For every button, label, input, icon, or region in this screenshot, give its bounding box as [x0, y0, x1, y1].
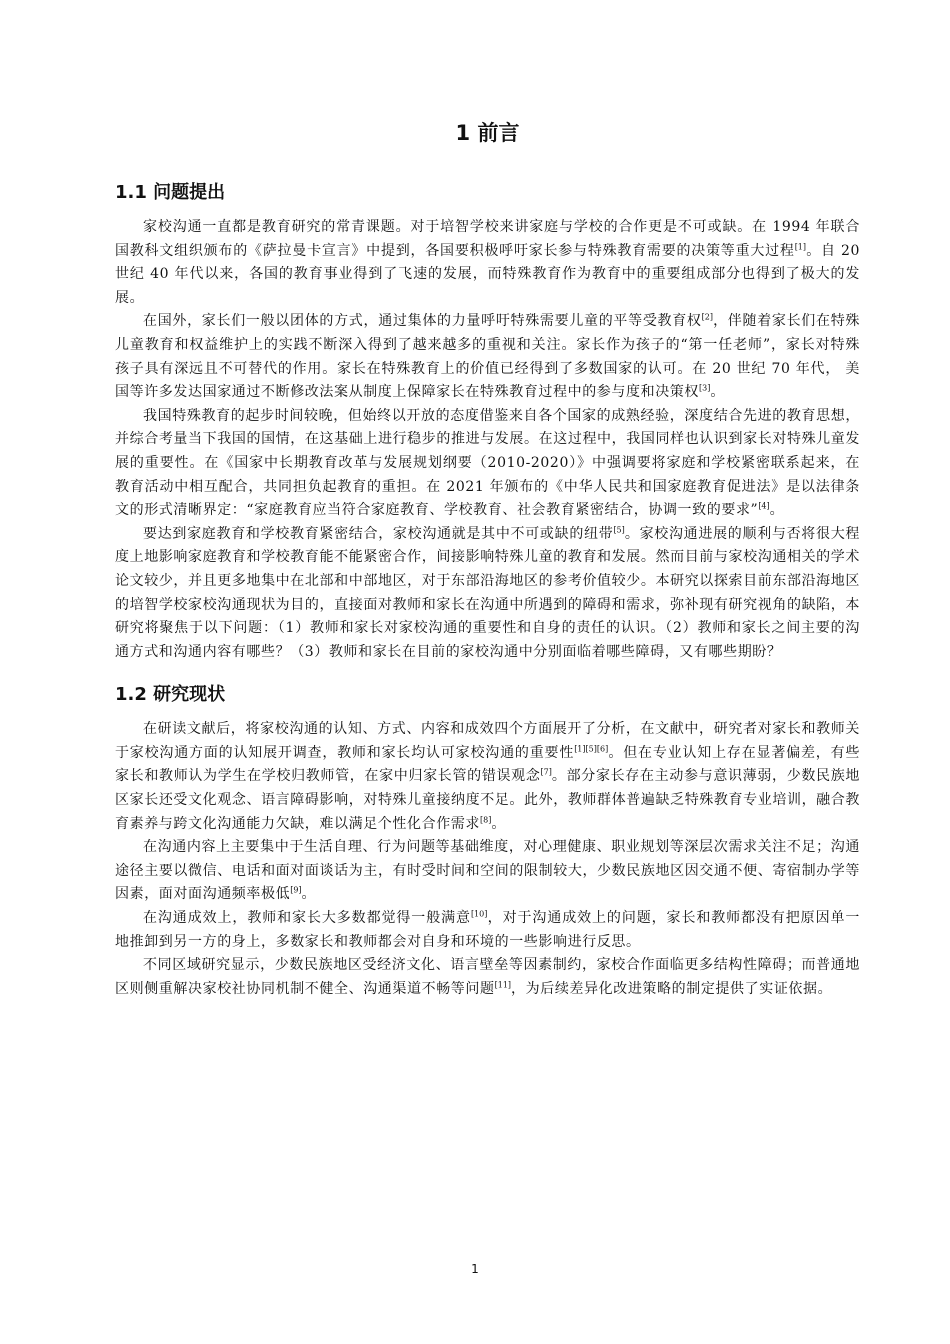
- paragraph-text: 。自 20 世纪 40 年代以来，各国的教育事业得到了飞速的发展，而特殊教育作为教育中的重要组成部分也得到了极大的发展。: [115, 242, 860, 306]
- paragraph-text: ，伴随着家长们在特殊儿童教育和权益维护上的实践不断深入得到了越来越多的重视和关注。家长作为孩子的“第一任老师”，家长对特殊孩子具有深远且不可替代的作用。家长在特殊教育上的价值已经得到了多数国家的认可。在 20 世纪 70 年代， 美国等许多发达国家通过不断修改法案从制度上保障家长在特殊教育过程中的参与度和决策权: [115, 313, 860, 401]
- paragraph-text: 要达到家庭教育和学校教育紧密结合，家校沟通就是其中不可或缺的纽带: [143, 525, 614, 542]
- citation-ref: [3]: [699, 383, 711, 393]
- body-paragraph: [115, 907, 860, 954]
- paragraph-text: 。家校沟通进展的顺利与否将很大程度上地影响家庭教育和学校教育能不能紧密合作，间接影响特殊儿童的教育和发展。然而目前与家校沟通相关的学术论文较少，并且更多地集中在北部和中部地区，对于东部沿海地区的参考价值较少。本研究以探索目前东部沿海地区的培智学校家校沟通现状为目的，直接面对教师和家长在沟通中所遇到的障碍和需求，弥补现有研究视角的缺陷，本研究将聚焦于以下问题：（1）教师和家长对家校沟通的重要性和自身的责任的认识。（2）教师和家长之间主要的沟通方式和沟通内容有哪些？（3）教师和家长在目前的家校沟通中分别面临着哪些障碍，又有哪些期盼？: [115, 525, 860, 660]
- paragraph-text: ，对于沟通成效上的问题，家长和教师都没有把原因单一地推卸到另一方的身上，多数家长和教师都会对自身和环境的一些影响进行反思。: [115, 910, 861, 950]
- paragraph-text: ，为后续差异化改进策略的制定提供了实证依据。: [511, 980, 833, 997]
- document-page: [115, 118, 860, 1019]
- citation-ref: [2]: [701, 312, 713, 322]
- body-paragraph: [115, 836, 860, 907]
- paragraph-text: 。但在专业认知上存在显著偏差，有些家长和教师认为学生在学校归教师管，在家中归家长管的错误观念: [115, 744, 860, 785]
- citation-ref: [4]: [758, 501, 770, 511]
- body-paragraph: [115, 523, 860, 665]
- paragraph-text: 在国外，家长们一般以团体的方式，通过集体的力量呼吁特殊需要儿童的平等受教育权: [143, 313, 702, 330]
- citation-ref: [9]: [290, 885, 302, 895]
- paragraph-text: 。: [710, 384, 725, 401]
- citation-ref: [7]: [540, 767, 552, 777]
- citation-ref: [5]: [613, 525, 625, 535]
- citation-ref: [10]: [470, 909, 488, 919]
- body-paragraph: [115, 310, 860, 404]
- paragraph-text: 不同区域研究显示，少数民族地区受经济文化、语言壁垒等因素制约，家校合作面临更多结构性障碍；而普通地区则侧重解决家校社协同机制不健全、沟通渠道不畅等问题: [115, 957, 860, 997]
- paragraph-text: 。: [491, 815, 506, 832]
- body-paragraph: [115, 405, 860, 523]
- citation-ref: [11]: [494, 980, 512, 990]
- paragraph-text: 。: [769, 502, 785, 519]
- body-paragraph: [115, 954, 860, 1001]
- paragraph-text: 。: [301, 886, 317, 903]
- paragraph-text: 我国特殊教育的起步时间较晚，但始终以开放的态度借鉴来自各个国家的成熟经验，深度结合先进的教育思想，并综合考量当下我国的国情，在这基础上进行稳步的推进与发展。在这过程中，我国同样也认识到家长对特殊儿童发展的重要性。在《国家中长期教育改革与发展规划纲要（2010-2020）》中强调要将家庭和学校紧密联系起来，在教育活动中相互配合，共同担负起教育的重担。在 2021 年颁布的《中华人民共和国家庭教育促进法》是以法律条文的形式清晰界定：“家庭教育应当符合家庭教育、学校教育、社会教育紧密结合，协调一致的要求”: [115, 407, 860, 519]
- paragraph-text: 家校沟通一直都是教育研究的常青课题。对于培智学校来讲家庭与学校的合作更是不可或缺。在 1994 年联合国教科文组织颁布的《萨拉曼卡宣言》中提到，各国要积极呼吁家长参与特殊教育需要的决策等重大过程: [115, 219, 860, 259]
- sections-container: [115, 180, 860, 1001]
- section-heading: 1.2 研究现状: [115, 684, 226, 706]
- chapter-title: 1 前言: [455, 121, 520, 145]
- section: [115, 180, 860, 664]
- paragraph-text: 在沟通内容上主要集中于生活自理、行为问题等基础维度，对心理健康、职业规划等深层次需求关注不足；沟通途径主要以微信、电话和面对面谈话为主，有时受时间和空间的限制较大，少数民族地区因交通不便、寄宿制办学等因素，面对面沟通频率极低: [115, 839, 860, 903]
- section: [115, 682, 860, 1001]
- page-number: 1: [471, 1262, 479, 1276]
- section-heading: 1.1 问题提出: [115, 182, 226, 203]
- paragraph-text: 在研读文献后，将家校沟通的认知、方式、内容和成效四个方面展开了分析，在文献中，研究者对家长和教师关于家校沟通方面的认知展开调查，教师和家长均认可家校沟通的重要性: [115, 721, 860, 761]
- body-paragraph: [115, 718, 860, 836]
- citation-ref: [8]: [480, 815, 492, 824]
- citation-ref: [1]: [794, 241, 807, 251]
- paragraph-text: 。部分家长存在主动参与意识薄弱，少数民族地区家长还受文化观念、语言障碍影响，对特殊儿童接纳度不足。此外，教师群体普遍缺乏特殊教育专业培训，融合教育素养与跨文化沟通能力欠缺，难以满足个性化合作需求: [115, 768, 860, 832]
- citation-ref: [1][5][6]: [574, 744, 609, 754]
- body-paragraph: [115, 216, 860, 310]
- paragraph-text: 在沟通成效上，教师和家长大多数都觉得一般满意: [143, 910, 471, 927]
